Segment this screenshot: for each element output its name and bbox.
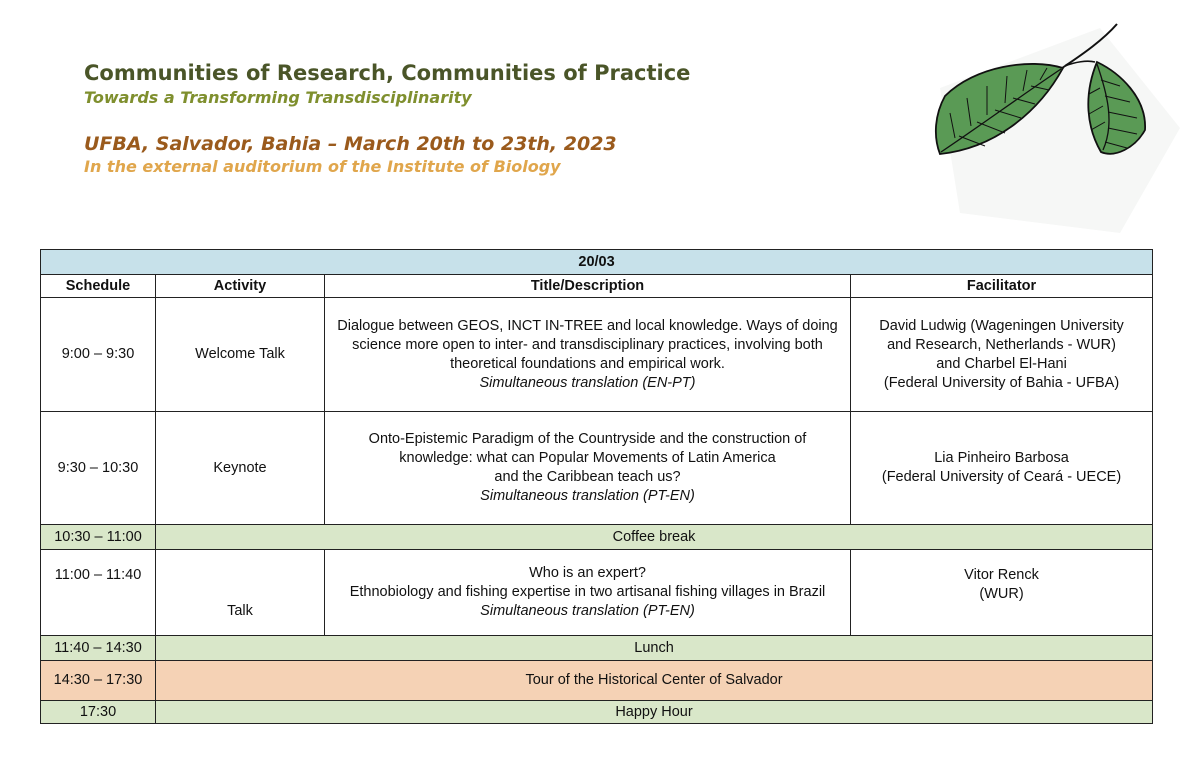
- description-cell: [325, 298, 851, 412]
- facilitator-line: David Ludwig (Wageningen University: [879, 317, 1124, 334]
- break-label: Lunch: [156, 636, 1153, 661]
- break-label: Coffee break: [156, 525, 1153, 550]
- description-line: Who is an expert?: [529, 565, 646, 581]
- venue-line: UFBA, Salvador, Bahia – March 20th to 23th, 2023: [84, 132, 617, 155]
- activity-cell: Keynote: [156, 412, 325, 525]
- header-row: [41, 275, 1153, 298]
- activity-cell: Welcome Talk: [156, 298, 325, 412]
- table-row: [41, 525, 1153, 550]
- header-facilitator: Facilitator: [851, 275, 1153, 298]
- schedule-table: [40, 249, 1153, 724]
- document-title: Communities of Research, Communities of Practice: [84, 61, 691, 85]
- table-row: [41, 701, 1153, 724]
- venue-location: In the external auditorium of the Institute of Biology: [84, 157, 561, 177]
- tour-label: Tour of the Historical Center of Salvador: [156, 661, 1153, 701]
- date-row: [41, 250, 1153, 275]
- table-row: [41, 412, 1153, 525]
- break-label: Happy Hour: [156, 701, 1153, 724]
- time-cell: 9:00 – 9:30: [41, 298, 156, 412]
- facilitator-line: Lia Pinheiro Barbosa: [934, 450, 1069, 466]
- description-line: and the Caribbean teach us?: [494, 469, 681, 485]
- leaves-icon: [915, 18, 1185, 243]
- description-line: theoretical foundations and empirical work.: [450, 355, 725, 372]
- translation-note: Simultaneous translation (PT-EN): [480, 488, 695, 504]
- translation-note: Simultaneous translation (PT-EN): [480, 603, 695, 619]
- table-row: [41, 636, 1153, 661]
- facilitator-cell: [851, 550, 1153, 636]
- time-cell: 14:30 – 17:30: [41, 661, 156, 701]
- description-line: Ethnobiology and fishing expertise in two artisanal fishing villages in Brazil: [349, 584, 826, 600]
- facilitator-line: Vitor Renck: [964, 567, 1039, 583]
- time-cell: 11:00 – 11:40: [41, 550, 156, 636]
- time-cell: 10:30 – 11:00: [41, 525, 156, 550]
- facilitator-cell: [851, 412, 1153, 525]
- description-line: Onto-Epistemic Paradigm of the Countryside and the construction of: [368, 431, 807, 447]
- facilitator-line: (Federal University of Bahia - UFBA): [883, 374, 1120, 391]
- description-line: Dialogue between GEOS, INCT IN-TREE and local knowledge. Ways of doing: [337, 317, 838, 334]
- document-header: [84, 60, 904, 179]
- document-subtitle: Towards a Transforming Transdisciplinarity: [84, 88, 472, 108]
- description-line: knowledge: what can Popular Movements of Latin America: [399, 450, 776, 466]
- table-row: [41, 550, 1153, 636]
- header-title: Title/Description: [325, 275, 851, 298]
- description-cell: [325, 412, 851, 525]
- header-activity: Activity: [156, 275, 325, 298]
- facilitator-line: (Federal University of Ceará - UECE): [881, 469, 1122, 485]
- facilitator-cell: [851, 298, 1153, 412]
- translation-note: Simultaneous translation (EN-PT): [479, 374, 696, 391]
- date-cell: 20/03: [41, 250, 1153, 275]
- facilitator-line: and Research, Netherlands - WUR): [887, 336, 1116, 353]
- activity-cell: Talk: [156, 550, 325, 636]
- description-cell: [325, 550, 851, 636]
- time-cell: 17:30: [41, 701, 156, 724]
- table-row: [41, 298, 1153, 412]
- description-line: science more open to inter- and transdisciplinary practices, involving both: [352, 336, 823, 353]
- header-schedule: Schedule: [41, 275, 156, 298]
- time-cell: 9:30 – 10:30: [41, 412, 156, 525]
- table-row: [41, 661, 1153, 701]
- time-cell: 11:40 – 14:30: [41, 636, 156, 661]
- facilitator-line: and Charbel El-Hani: [936, 355, 1067, 372]
- facilitator-line: (WUR): [979, 586, 1024, 602]
